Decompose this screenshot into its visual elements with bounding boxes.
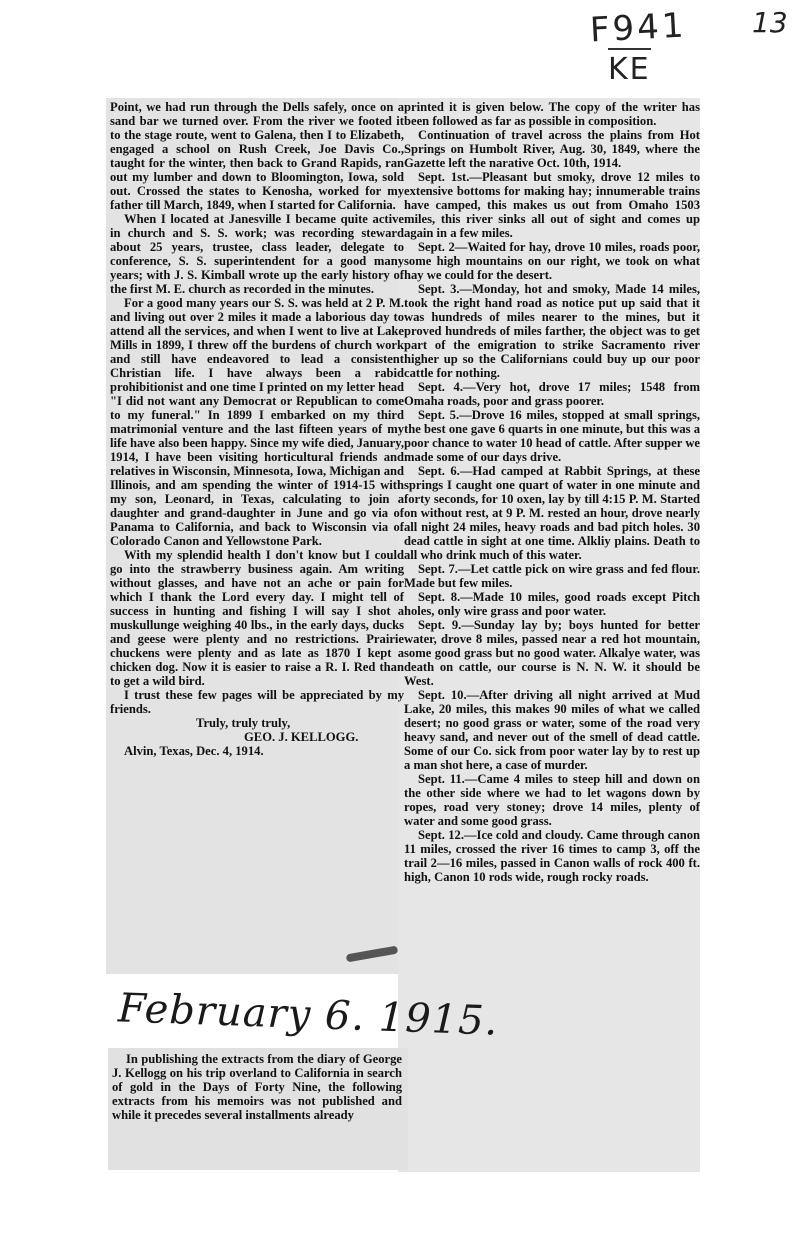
bottom-clipping-text: In publishing the extracts from the diary of George J. Kellogg on his trip overland to California in search of gold in the Days of Forty Nine, the following extracts from his memoirs was not published and while it precedes several installments already [112, 1052, 402, 1122]
right-paragraph-9: Sept. 7.—Let cattle pick on wire grass and fed flour. Made but few miles. [404, 562, 700, 590]
right-paragraph-10: Sept. 8.—Made 10 miles, good roads except Pitch holes, only wire grass and poor water. [404, 590, 700, 618]
left-paragraph-1: Point, we had run through the Dells safely, once on a sand bar we turned over. From the river we footed it to the stage route, went to Galena, then I to Elizabeth, engaged a school on Rush Creek, Joe Davis Co., taught for the winter, then back to Grand Rapids, ran out my lumber and down to Bloomington, Iowa, sold out. Crossed the states to Kenosha, worked for my father till March, 1849, when I started for California. [110, 100, 404, 212]
right-paragraph-13: Sept. 11.—Came 4 miles to steep hill and down on the other side where we had to let wagons down by ropes, road very stoney; drove 14 miles, plenty of water and some good grass. [404, 772, 700, 828]
left-paragraph-4: With my splendid health I don't know but I could go into the strawberry business again. Am writing without glasses, and have not an ache or pain for which I thank the Lord every day. I might tell of success in hunting and fishing I will say I shot a muskullunge weighing 40 lbs., in the early days, ducks and geese were plenty and no restrictions. Prairie chuckens were plenty and as late as 1870 I kept a chicken dog. Now it is easier to raise a R. I. Red than to get a wild bird. [110, 548, 404, 688]
left-paragraph-5: I trust these few pages will be appreciated by my friends. [110, 688, 404, 716]
right-column [404, 100, 700, 884]
left-paragraph-3: For a good many years our S. S. was held at 2 P. M. and living out over 2 miles it made a laborious day to attend all the services, and when I went to live at Lake Mills in 1899, I threw off the burdens of church work and still have endeavored to lead a consistent Christian life. I have always been a rabid prohibitionist and one time I printed on my letter head "I did not want any Democrat or Republican to come to my funeral." In 1899 I embarked on my third matrimonial venture and the last fifteen years of my life have also been happy. Since my wife died, January, 1914, I have been visiting horticultural friends and relatives in Wisconsin, Minnesota, Iowa, Michigan and Illinois, and am spending the winter of 1914-15 with my son, Leonard, in Texas, calculating to join a daughter and grand-daughter in June and go via of Panama to California, and back to Wisconsin via of Colorado Canon and Yellowstone Park. [110, 296, 404, 548]
catalog-number-annotation: F941 [589, 5, 688, 51]
right-paragraph-1: printed it is given below. The copy of the writer has been followed as far as possible in composition. [404, 100, 700, 128]
right-paragraph-7: Sept. 5.—Drove 16 miles, stopped at small springs, the best one gave 6 quarts in one minute, but this was a poor chance to water 10 head of cattle. After supper we made some of our days drive. [404, 408, 700, 464]
left-column [110, 100, 404, 758]
right-paragraph-14: Sept. 12.—Ice cold and cloudy. Came through canon 11 miles, crossed the river 16 times to camp 3, off the trail 2—16 miles, passed in Canon walls of rock 400 ft. high, Canon 10 rods wide, rough rocky roads. [404, 828, 700, 884]
place-date-line: Alvin, Texas, Dec. 4, 1914. [124, 744, 264, 758]
right-paragraph-4: Sept. 2—Waited for hay, drove 10 miles, roads poor, some high mountains on our right, we took on what hay we could for the desert. [404, 240, 700, 282]
right-paragraph-3: Sept. 1st.—Pleasant but smoky, drove 12 miles to extensive bottoms for making hay; innumerable trains have camped, this makes us out from Omaho 1503 miles, this river sinks all out of sight and comes up again in a few miles. [404, 170, 700, 240]
closing-line: Truly, truly truly, [196, 716, 291, 730]
left-paragraph-2: When I located at Janesville I became quite active in church and S. S. work; was recording steward about 25 years, trustee, class leader, delegate to conference, S. S. superintendent for a good many years; with J. S. Kimball wrote up the early history of the first M. E. church as recorded in the minutes. [110, 212, 404, 296]
page-number: 13 [752, 6, 788, 39]
right-paragraph-11: Sept. 9.—Sunday lay by; boys hunted for better water, drove 8 miles, passed near a red hot mountain, some good grass but no good water. Alkalye water, was death on cattle, our course is N. N. W. it should be West. [404, 618, 700, 688]
right-paragraph-6: Sept. 4.—Very hot, drove 17 miles; 1548 from Omaha roads, poor and grass poorer. [404, 380, 700, 408]
signature-name: GEO. J. KELLOGG. [244, 730, 359, 744]
bottom-clipping [112, 1052, 402, 1122]
signature-block [110, 716, 404, 758]
right-paragraph-8: Sept. 6.—Had camped at Rabbit Springs, at these springs I caught one quart of water in one minute and forty seconds, for 10 oxen, lay by till 4:15 P. M. Started on without rest, at 9 P. M. rested an hour, drove nearly all night 24 miles, heavy roads and bad pitch holes. 30 dead cattle in sight at one time. Alkliy plains. Death to all who drink much of this water. [404, 464, 700, 562]
right-paragraph-5: Sept. 3.—Monday, hot and smoky, Made 14 miles, took the right hand road as notice put up said that it was hundreds of miles nearer to the mines, but it proved hundreds of miles farther, the object was to get part of the emigration to strike Sacramento river higher up so the Californians could buy up our poor cattle for nothing. [404, 282, 700, 380]
right-paragraph-2: Continuation of travel across the plains from Hot Springs on Humbolt River, Aug. 30, 1849, where the Gazette left the narative Oct. 10th, 1914. [404, 128, 700, 170]
catalog-sub-annotation: KE [608, 48, 651, 87]
right-paragraph-12: Sept. 10.—After driving all night arrived at Mud Lake, 20 miles, this makes 90 miles of what we called desert; no good grass or water, some of the road very heavy sand, and never out of the smell of dead cattle. Some of our Co. sick from poor water lay by to rest up a man shot here, a case of murder. [404, 688, 700, 772]
handwritten-date: February 6. 1915. [117, 985, 500, 1045]
